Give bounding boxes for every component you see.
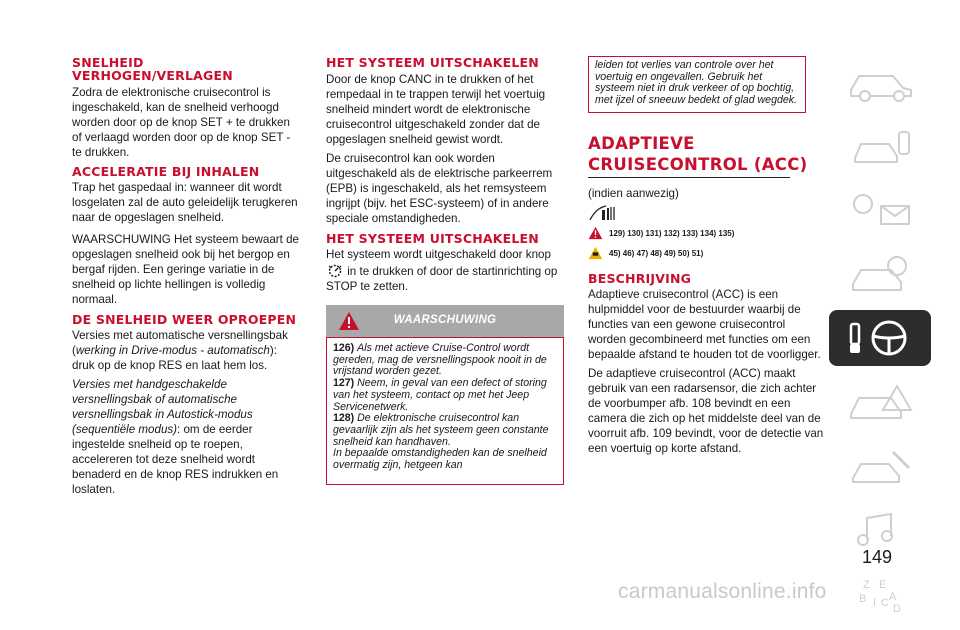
paragraph-acceleratie: Trap het gaspedaal in: wanneer dit wordt losgelaten zal de auto geleidelijk terugkeren naar de opgeslagen snelheid.: [72, 181, 298, 224]
svg-text:I: I: [873, 597, 877, 609]
indien-aanwezig: (indien aanwezig): [588, 187, 679, 201]
watermark: carmanualsonline.info: [618, 580, 827, 603]
heading-beschrijving: BESCHRIJVING: [588, 271, 692, 287]
car-overview-icon: [829, 54, 931, 110]
warning-continuation-box: [588, 56, 806, 113]
small-note-triangle-icon: [588, 246, 603, 260]
note-refs: 45) 46) 47) 48) 49) 50) 51): [588, 246, 824, 260]
chapter-sidebar: [829, 54, 931, 630]
steering-wheel-key-icon: [829, 310, 931, 366]
paragraph-snelheid: Zodra de elektronische cruisecontrol is ingeschakeld, kan de snelheid verhoogd worden door op de knop SET + te drukken of verlaagd worden door op de knop SET - te drukken.: [72, 86, 291, 159]
warning-126: 126) Als met actieve Cruise-Control wordt gereden, mag de versnellingspook nooit in de vrijstand worden gezet.: [333, 342, 547, 378]
car-warning-icon: [829, 374, 931, 430]
paragraph-beschrijving-2: De adaptieve cruisecontrol (ACC) maakt gebruik van een radarsensor, die zich achter de voorbumper afb. 108 bevindt en een camera die zich op het middelste deel van de voorruit afb. 109 bevindt, voor de detectie van een voertuig op korte afstand.: [588, 367, 824, 456]
safety-icon: [829, 246, 931, 302]
paragraph-waarschuwing: WAARSCHUWING Het systeem bewaart de opgeslagen snelheid ook bij het bergop en bergaf rijden. Een geringe variatie in de snelheid op lichte hellingen is volledig normaal.: [72, 233, 299, 306]
tab-index[interactable]: [829, 566, 931, 622]
warning-continuation: leiden tot verlies van controle over het voertuig en ongevallen. Gebruik het systeem niet in druk verkeer of op bochtig, met ijzel of sneeuw bedekt of glad wegdek.: [595, 59, 797, 107]
warning-128: 128) De elektronische cruisecontrol kan gevaarlijk zijn als het systeem geen constante snelheid kan handhaven.: [333, 412, 549, 448]
paragraph-automatic: Versies met automatische versnellingsbak (werking in Drive-modus - automatisch): druk op de knop RES en laat hem los.: [72, 329, 288, 372]
paragraph-manual: Versies met handgeschakelde versnellingsbak of automatische versnellingsbak in Autostick-modus (sequentiële modus): om de eerder ingestelde snelheid op te roepen, accelereren tot deze snelheid wordt benaderd en de knop RES indrukken en loslaten.: [72, 378, 279, 496]
warning-128-cont: In bepaalde omstandigheden kan de snelheid overmatig zijn, hetgeen kan: [333, 447, 547, 472]
cruise-button-icon: [326, 262, 344, 278]
acc-radar-icon: [588, 202, 618, 224]
svg-text:E: E: [879, 579, 887, 591]
tab-dashboard-warning[interactable]: [829, 182, 931, 238]
heading-acc: ADAPTIEVE CRUISECONTROL (ACC): [588, 133, 808, 174]
page-number: 149: [862, 547, 893, 567]
tab-emergency[interactable]: [829, 374, 931, 430]
index-icon: [829, 566, 931, 622]
small-warning-triangle-icon: [588, 226, 603, 240]
tab-car-key[interactable]: [829, 118, 931, 174]
heading-acceleratie: ACCELERATIE BIJ INHALEN: [72, 164, 260, 179]
column-1: [72, 56, 300, 497]
column-3: [588, 56, 824, 456]
svg-text:D: D: [893, 603, 901, 615]
svg-text:B: B: [859, 593, 867, 605]
svg-text:Z: Z: [863, 579, 870, 591]
warning-refs: 129) 130) 131) 132) 133) 134) 135): [588, 226, 824, 240]
tab-car-overview[interactable]: [829, 54, 931, 110]
heading-uitschakelen-1: HET SYSTEEM UITSCHAKELEN: [326, 55, 539, 70]
warning-header: [326, 305, 564, 337]
heading-snelheid: SNELHEID VERHOGEN/VERLAGEN: [72, 55, 233, 83]
dashboard-warning-icon: [829, 182, 931, 238]
paragraph-uitschakelen-2: De cruisecontrol kan ook worden uitgeschakeld als de elektrische parkeerrem (EPB) is ingeschakeld, als het remsysteem ingrijpt (bijv. het ESC-systeem) of in andere speciale omstandigheden.: [326, 152, 553, 225]
heading-uitschakelen-2: HET SYSTEEM UITSCHAKELEN: [326, 231, 539, 246]
wrench-car-icon: [829, 438, 931, 494]
paragraph-uitschakelen-1: Door de knop CANC in te drukken of het rempedaal in te trappen terwijl het voertuig snelheid mindert wordt de elektronische cruisecontrol uitgeschakeld zonder dat de opgeslagen snelheid gewist wordt.: [326, 73, 546, 146]
warning-title: WAARSCHUWING: [393, 314, 497, 326]
tab-maintenance[interactable]: [829, 438, 931, 494]
paragraph-beschrijving-1: Adaptieve cruisecontrol (ACC) is een hulpmiddel voor de bestuurder waarbij de functies van een gewone cruisecontrol worden gecombineerd met functies om een bepaalde afstand te houden tot de voorligger.: [588, 288, 821, 362]
heading-oproepen: DE SNELHEID WEER OPROEPEN: [72, 312, 297, 327]
warning-box: [326, 337, 564, 485]
paragraph-uitschakelen-3: Het systeem wordt uitgeschakeld door knop in te drukken of door de startinrichting op STOP te zetten.: [326, 248, 558, 293]
warning-127: 127) Neem, in geval van een defect of storing van het systeem, contact op met het Jeep Servicenetwerk.: [333, 377, 547, 413]
car-key-icon: [829, 118, 931, 174]
tab-starting-driving[interactable]: [829, 310, 931, 366]
tab-safety[interactable]: [829, 246, 931, 302]
svg-text:A: A: [889, 591, 897, 603]
svg-text:C: C: [881, 597, 889, 609]
column-2: [326, 56, 564, 485]
